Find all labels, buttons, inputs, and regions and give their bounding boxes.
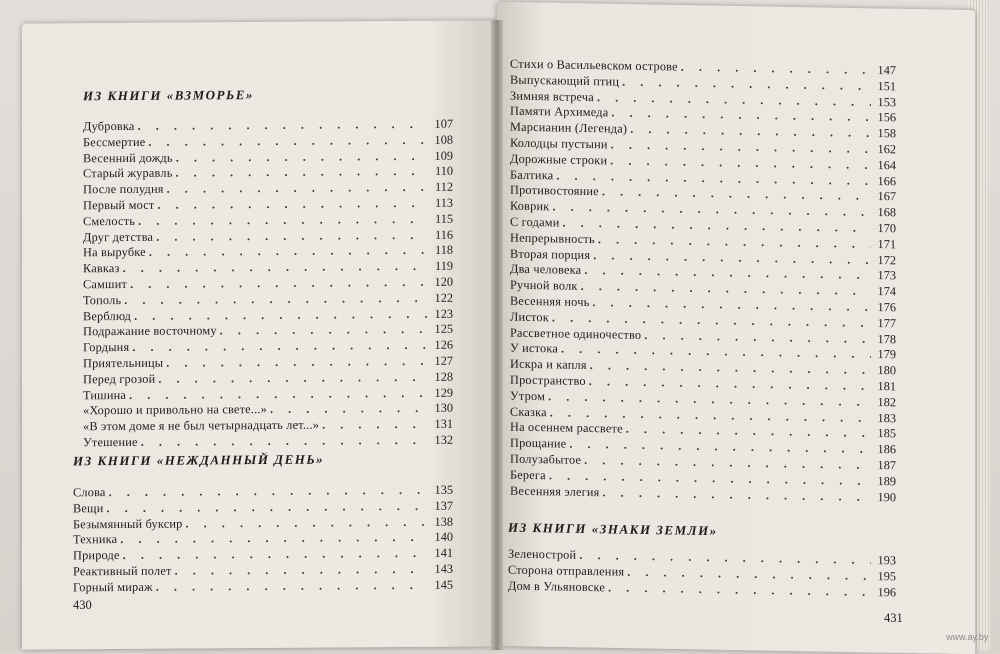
toc-entry-title: Балтика [510, 167, 554, 182]
toc-entry-title: Кавказ [83, 261, 120, 276]
toc-entry-title: Прощание [510, 435, 567, 451]
toc-list-right [510, 57, 896, 506]
toc-entry-page: 195 [877, 568, 896, 584]
toc-entry-title: На вырубке [83, 245, 146, 260]
toc-entry-title: Реактивный полет [73, 563, 172, 579]
toc-entry-title: Марсианин (Легенда) [510, 119, 628, 136]
toc-entry-title: Зеленострой [508, 546, 577, 562]
toc-entry-page: 185 [877, 426, 896, 441]
toc-entry-page: 122 [434, 290, 453, 305]
toc-entry-page: 170 [877, 221, 896, 236]
page-number-right: 431 [884, 611, 903, 625]
toc-entry-title: Утром [510, 388, 546, 403]
toc-entry-page: 129 [434, 385, 453, 400]
toc-entry-page: 187 [877, 457, 896, 473]
toc-entry-title: Коврик [510, 198, 550, 214]
toc-entry-title: Тишина [83, 387, 127, 402]
toc-entry-title: Тополь [83, 292, 122, 308]
toc-entry [83, 433, 453, 451]
toc-entry-page: 177 [877, 315, 896, 331]
toc-entry-title: Пространство [510, 372, 586, 388]
dot-leader [322, 417, 428, 434]
toc-entry-title: Сказка [510, 404, 547, 419]
toc-entry-title: Природе [73, 548, 120, 563]
toc-entry-page: 112 [435, 179, 453, 195]
toc-entry [73, 577, 453, 595]
toc-entry-title: Дом в Ульяновске [508, 578, 606, 594]
toc-entry-title: На осеннем рассвете [510, 419, 623, 436]
toc-entry-title: Подражание восточному [83, 323, 217, 339]
section-title-znaki-zemli: ИЗ КНИГИ «ЗНАКИ ЗЕМЛИ» [508, 519, 718, 539]
toc-entry-title: Перед грозой [83, 371, 156, 387]
toc-entry-page: 109 [434, 148, 453, 163]
dot-leader [149, 243, 428, 261]
dot-leader [176, 148, 428, 166]
toc-entry-title: Выпускающий птиц [510, 72, 620, 89]
dot-leader [175, 562, 428, 580]
toc-entry-page: 107 [434, 116, 453, 131]
toc-entry-page: 113 [435, 195, 453, 210]
toc-entry-page: 135 [434, 482, 453, 497]
dot-leader [166, 354, 428, 372]
toc-entry-title: Безымянный буксир [73, 516, 183, 531]
toc-entry-page: 118 [435, 243, 453, 258]
toc-entry-title: Листок [510, 309, 549, 325]
dot-leader [167, 180, 428, 198]
toc-entry-page: 182 [877, 394, 896, 410]
toc-entry-title: «Хорошо и привольно на свете...» [83, 402, 267, 418]
left-toc [83, 86, 453, 451]
toc-entry-page: 119 [435, 258, 453, 274]
toc-entry-title: «В этом доме я не был четырнадцать лет...» [83, 417, 320, 434]
toc-entry-page: 181 [877, 378, 896, 394]
toc-entry-page: 128 [434, 369, 453, 384]
section-title-vzmorye: ИЗ КНИГИ «ВЗМОРЬЕ» [83, 87, 254, 104]
right-toc-2 [508, 520, 896, 601]
toc-entry-title: Приятельницы [83, 355, 164, 371]
right-toc [510, 57, 896, 506]
toc-entry-page: 108 [434, 132, 453, 147]
toc-entry-page: 193 [877, 553, 896, 568]
toc-entry-page: 125 [434, 322, 453, 337]
toc-entry-title: Вещи [73, 500, 104, 516]
toc-entry-page: 153 [877, 94, 896, 109]
toc-entry-title: У истока [510, 340, 559, 356]
toc-entry-page: 130 [434, 401, 453, 416]
toc-entry-page: 151 [877, 78, 896, 94]
toc-entry-title: Ручной волк [510, 277, 578, 293]
toc-entry-title: Дорожные строки [510, 151, 608, 168]
toc-entry-page: 131 [434, 416, 453, 431]
toc-entry-page: 126 [434, 337, 453, 352]
dot-leader [186, 514, 429, 531]
toc-entry-page: 147 [877, 63, 896, 78]
toc-entry-title: Вторая порция [510, 246, 591, 262]
toc-entry-page: 120 [434, 274, 453, 289]
toc-entry-title: Два человека [510, 261, 582, 278]
toc-entry-page: 141 [434, 545, 453, 560]
toc-entry-title: Друг детства [83, 229, 154, 244]
dot-leader [270, 401, 428, 418]
toc-entry-title: После полудня [83, 181, 164, 197]
toc-entry-title: Рассветное одиночество [510, 325, 642, 342]
toc-entry-page: 172 [877, 252, 896, 267]
toc-entry-title: Зимняя встреча [510, 88, 594, 104]
watermark: www.ay.by [946, 632, 989, 642]
dot-leader [157, 196, 428, 214]
dot-leader [141, 433, 428, 451]
toc-entry-title: Стихи о Васильевском острове [510, 56, 678, 74]
dot-leader [176, 164, 428, 182]
toc-entry-title: Верблюд [83, 308, 132, 323]
toc-entry-page: 158 [877, 126, 896, 141]
toc-entry-title: Берега [510, 467, 546, 482]
dot-leader [220, 322, 428, 339]
toc-entry-page: 196 [877, 584, 896, 599]
toc-entry-title: Полузабытое [510, 451, 582, 467]
toc-entry-page: 186 [877, 442, 896, 457]
toc-entry-page: 174 [877, 284, 896, 299]
toc-entry-page: 167 [877, 189, 896, 204]
toc-entry-page: 156 [877, 110, 896, 125]
dot-leader [156, 578, 428, 596]
section-title-nezhdanny-den: ИЗ КНИГИ «НЕЖДАННЫЙ ДЕНЬ» [73, 451, 325, 469]
toc-entry-title: Техника [73, 532, 118, 547]
book-spine [491, 20, 503, 650]
toc-entry-page: 173 [877, 268, 896, 283]
toc-entry-title: Колодцы пустыни [510, 135, 608, 152]
toc-entry-title: Первый мост [83, 197, 155, 213]
toc-entry-page: 176 [877, 299, 896, 315]
toc-entry-title: Весенняя элегия [510, 483, 600, 499]
toc-entry-page: 183 [877, 410, 896, 425]
toc-entry-page: 179 [877, 347, 896, 362]
dot-leader [156, 227, 428, 245]
toc-entry-page: 189 [877, 473, 896, 489]
toc-entry-page: 171 [877, 236, 896, 252]
toc-entry-page: 190 [877, 489, 896, 504]
toc-entry-page: 162 [877, 142, 896, 157]
toc-entry-title: Памяти Архимеда [510, 104, 609, 120]
toc-entry-title: Смелость [83, 213, 136, 229]
toc-entry-title: С годами [510, 214, 560, 230]
toc-entry-title: Самшит [83, 276, 128, 292]
toc-entry-page: 166 [877, 173, 896, 188]
toc-list-vzmorye [83, 117, 453, 451]
toc-entry-title: Дубровка [83, 118, 135, 134]
dot-leader [158, 370, 428, 388]
toc-entry-title: Сторона отправления [508, 562, 625, 579]
toc-entry-title: Противостояние [510, 183, 599, 199]
toc-entry-title: Весенняя ночь [510, 293, 590, 309]
toc-entry-page: 132 [434, 432, 453, 447]
toc-entry-title: Бессмертие [83, 134, 146, 150]
toc-entry-page: 110 [435, 164, 453, 179]
toc-entry-title: Горный мираж [73, 579, 153, 595]
toc-entry-page: 164 [877, 157, 896, 173]
toc-entry-title: Непрерывность [510, 230, 595, 246]
toc-entry-page: 115 [435, 211, 453, 226]
toc-list-znaki-zemli [508, 547, 896, 601]
toc-entry-page: 143 [434, 561, 453, 576]
page-number-left: 430 [73, 598, 92, 612]
toc-entry-page: 168 [877, 205, 896, 220]
toc-entry-title: Утешение [83, 434, 138, 450]
toc-entry-page: 140 [434, 530, 453, 545]
toc-entry-title: Весенний дождь [83, 150, 173, 165]
toc-entry-page: 138 [434, 514, 453, 529]
toc-entry-page: 145 [434, 577, 453, 592]
toc-entry-page: 137 [434, 498, 453, 513]
toc-entry-page: 180 [877, 363, 896, 378]
toc-entry-title: Старый журавль [83, 166, 173, 181]
toc-entry-page: 116 [435, 227, 453, 242]
toc-entry-page: 123 [434, 306, 453, 321]
toc-entry-page: 178 [877, 331, 896, 346]
toc-entry-title: Слова [73, 485, 106, 500]
toc-entry-title: Гордыня [83, 340, 130, 355]
toc-entry-title: Искра и капля [510, 356, 587, 373]
left-toc-2 [73, 451, 453, 596]
toc-list-nezhdanny-den [73, 483, 453, 596]
toc-entry-page: 127 [434, 353, 453, 368]
